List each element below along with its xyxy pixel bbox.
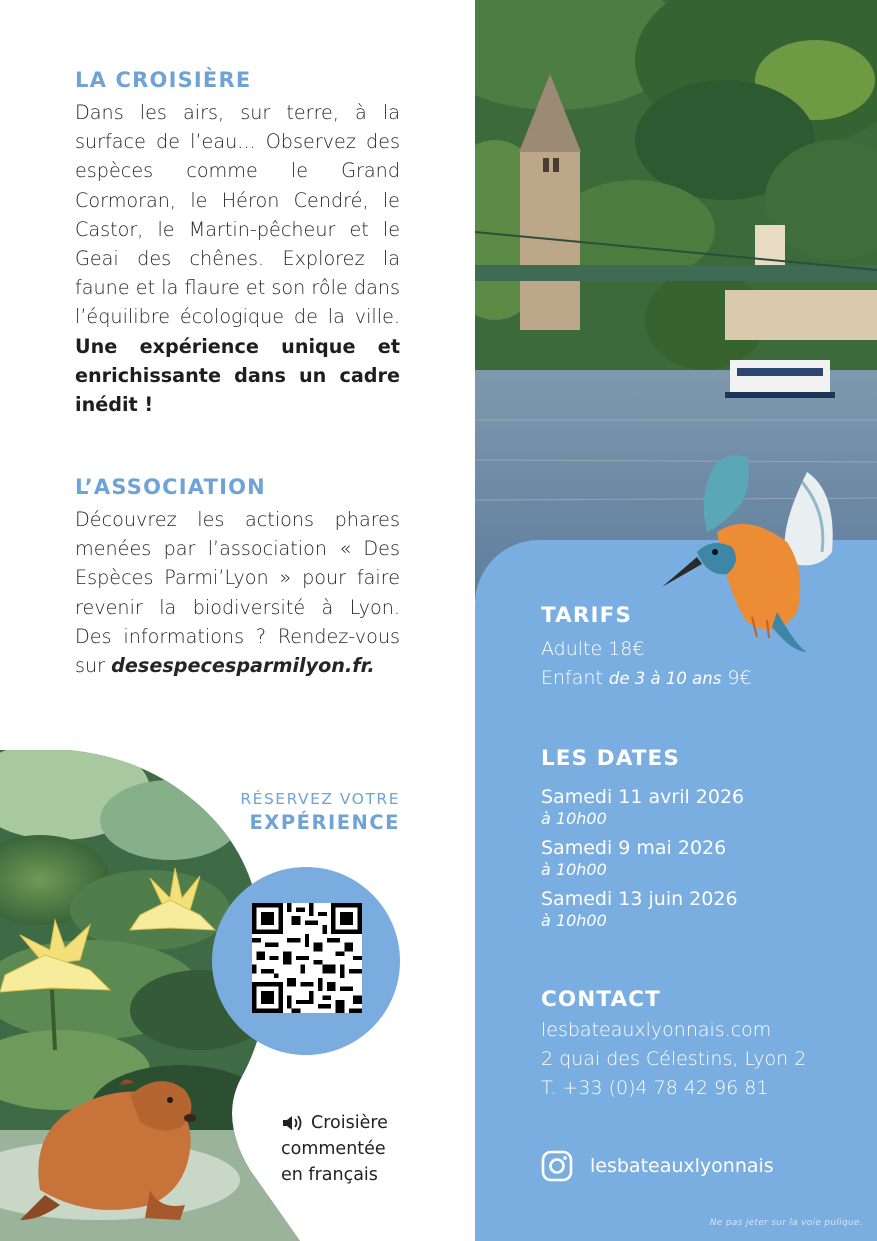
date-2: Samedi 9 mai 2026 xyxy=(541,837,727,859)
instagram-link[interactable] xyxy=(541,1150,774,1182)
audio-line3: en français xyxy=(281,1165,378,1185)
reserve-line2: EXPÉRIENCE xyxy=(249,811,400,834)
contact-phone[interactable]: T. +33 (0)4 78 42 96 81 xyxy=(541,1077,769,1099)
time-1: à 10h00 xyxy=(541,809,607,828)
audio-commentary-note xyxy=(281,1110,388,1188)
instagram-icon xyxy=(541,1150,573,1182)
association-text xyxy=(75,505,400,680)
croisiere-text-bold: Une expérience unique et enrichissante dans un cadre inédit ! xyxy=(75,334,400,417)
contact-section xyxy=(541,987,806,1103)
association-title: L’ASSOCIATION xyxy=(75,475,266,499)
footnote: Ne pas jeter sur la voie pulique. xyxy=(709,1218,863,1228)
qr-code[interactable] xyxy=(252,903,362,1013)
reserve-heading xyxy=(240,790,400,834)
instagram-handle: lesbateauxlyonnais xyxy=(590,1155,774,1177)
time-2: à 10h00 xyxy=(541,860,607,879)
contact-title: CONTACT xyxy=(541,987,661,1012)
audio-line2: commentée xyxy=(281,1139,386,1159)
date-1: Samedi 11 avril 2026 xyxy=(541,786,745,808)
tarifs-adult: Adulte 18€ xyxy=(541,638,645,660)
association-text-plain: Découvrez les actions phares menées par l’association « Des Espèces Parmi’Lyon » pour faire revenir la biodiversité à Lyon. Des informations ? Rendez-vous sur xyxy=(75,508,400,678)
tarifs-child-price: 9€ xyxy=(727,667,752,689)
tarifs-title: TARIFS xyxy=(541,603,632,628)
croisiere-text xyxy=(75,98,400,419)
croisiere-section xyxy=(75,68,400,419)
croisiere-text-plain: Dans les airs, sur terre, à la surface de l’eau... Observez des espèces comme le Grand Cormoran, le Héron Cendré, le Castor, le Martin-pêcheur et le Geai des chênes. Explorez la faune et la flaure et son rôle dans l’équilibre écologique de la ville. xyxy=(75,101,400,329)
date-3: Samedi 13 juin 2026 xyxy=(541,888,738,910)
time-3: à 10h00 xyxy=(541,911,607,930)
audio-line1: Croisière xyxy=(311,1113,388,1133)
tarifs-child-label: Enfant xyxy=(541,667,603,689)
dates-section xyxy=(541,746,744,938)
croisiere-title: LA CROISIÈRE xyxy=(75,68,252,92)
kingfisher-illustration xyxy=(657,452,847,662)
tarifs-child xyxy=(541,664,752,693)
tarifs-child-range: de 3 à 10 ans xyxy=(608,669,722,688)
contact-address: 2 quai des Célestins, Lyon 2 xyxy=(541,1048,807,1070)
contact-website[interactable]: lesbateauxlyonnais.com xyxy=(541,1019,772,1041)
association-section xyxy=(75,475,400,680)
speaker-icon xyxy=(281,1113,307,1133)
reserve-line1: RÉSERVEZ VOTRE xyxy=(240,790,400,808)
dates-title: LES DATES xyxy=(541,746,680,771)
association-link[interactable]: desespecesparmilyon.fr. xyxy=(111,654,375,678)
dates-list xyxy=(541,785,744,931)
